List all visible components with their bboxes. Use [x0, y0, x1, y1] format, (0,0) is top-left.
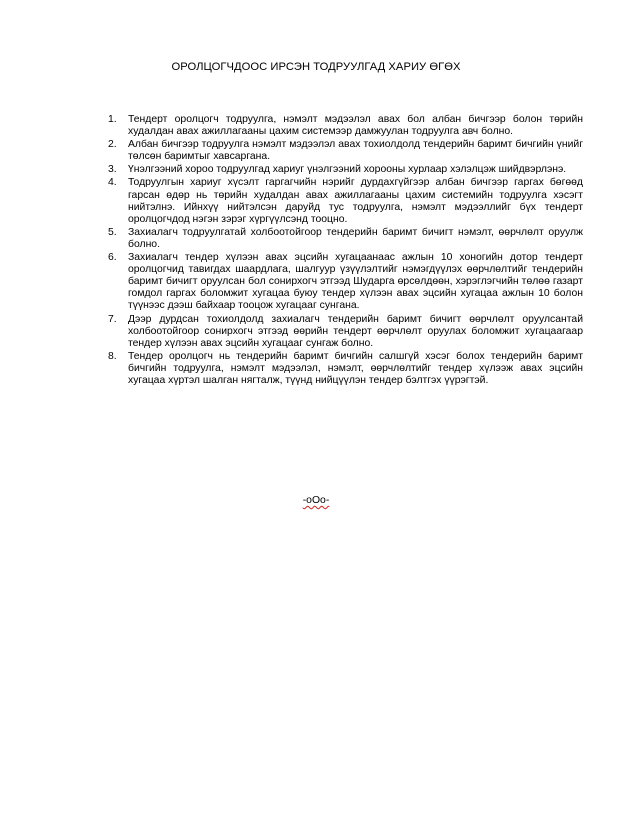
list-item: [108, 164, 583, 176]
item-number: 2.: [108, 139, 117, 151]
item-text: Тодруулгын хариуг хүсэлт гаргагчийн нэрийг дурдахгүйгээр албан бичгээр гаргах бөгөөд гарсан өдөр нь төрийн худалдан авах ажиллагааны цахим системийн тодруулга хэсэгт нийтэлнэ. Ийнхүү нийтэлсэн даруйд тус тодруулга, нэмэлт мэдээллийг бүх тендерт оролцогчдод нэгэн зэрэг хүргүүлсэнд тооцно.: [128, 177, 583, 225]
list-item: [108, 177, 583, 225]
item-number: 3.: [108, 164, 117, 176]
list-item: [108, 227, 583, 251]
item-number: 6.: [108, 252, 117, 264]
list-item: [108, 139, 583, 163]
item-number: 1.: [108, 114, 117, 125]
item-text: Захиалагч тодруулгатай холбоотойгоор тендерийн баримт бичигт нэмэлт, өөрчлөлт оруулж болно.: [128, 226, 583, 250]
clause-list: [108, 114, 583, 388]
list-item: [108, 252, 583, 312]
item-text: Үнэлгээний хороо тодруулгад хариуг үнэлгээний хорооны хурлаар хэлэлцэж шийдвэрлэнэ.: [128, 164, 567, 176]
item-text: Тендерт оролцогч тодруулга, нэмэлт мэдээлэл авах бол албан бичгээр болон төрийн худалдан авах ажиллагааны цахим системээр дамжуулан тодруулга авч болно.: [128, 114, 583, 138]
item-text: Албан бичгээр тодруулга нэмэлт мэдээлэл авах тохиолдолд тендерийн баримт бичгийн үнийг төлсөн баримтыг хавсаргана.: [128, 139, 583, 163]
document-title: ОРОЛЦОГЧДООС ИРСЭН ТОДРУУЛГАД ХАРИУ ӨГӨХ: [171, 61, 461, 73]
list-item: [108, 314, 583, 350]
item-text: Тендер оролцогч нь тендерийн баримт бичгийн салшгүй хэсэг болох тендерийн баримт бичгийн тодруулга, нэмэлт мэдээлэл, нэмэлт, өөрчлөлтийг тендер хүлээж авах эцсийн хугацаа хүртэл шалган нягталж, түүнд нийцүүлэн тендер бэлтгэх үүрэгтэй.: [128, 350, 583, 386]
end-mark-text: -oOo-: [302, 495, 330, 506]
item-text: Дээр дурдсан тохиолдолд захиалагч тендерийн баримт бичигт өөрчлөлт оруулсантай холбоотойгоор сонирхогч этгээд өөрийн тендерт өөрчлөлт оруулах боломжит хугацаагаар тендер хүлээн авах эцсийн хугацааг сунгаж болно.: [128, 313, 583, 349]
item-text: Захиалагч тендер хүлээн авах эцсийн хугацаанаас ажлын 10 хоногийн дотор тендерт оролцогчид тавигдах шаардлага, шалгуур үзүүлэлтийг нэмэгдүүлэх өөрчлөлтийг тендерийн баримт бичигт оруулсан бол сонирхогч этгээд Шударга өрсөлдөөн, хэрэглэгчийн төлөө газарт гомдол гаргах боломжит хугацаа буюу тендер хүлээн авах эцсийн хугацаа ажлын 10 болон түүнээс дээш байхаар тооцож хугацааг сунгана.: [128, 252, 583, 312]
item-number: 4.: [108, 177, 117, 189]
list-item: [108, 114, 583, 138]
end-mark: [0, 494, 632, 507]
item-number: 5.: [108, 226, 117, 238]
list-item: [108, 351, 583, 387]
item-number: 8.: [108, 350, 117, 362]
item-number: 7.: [108, 313, 117, 325]
